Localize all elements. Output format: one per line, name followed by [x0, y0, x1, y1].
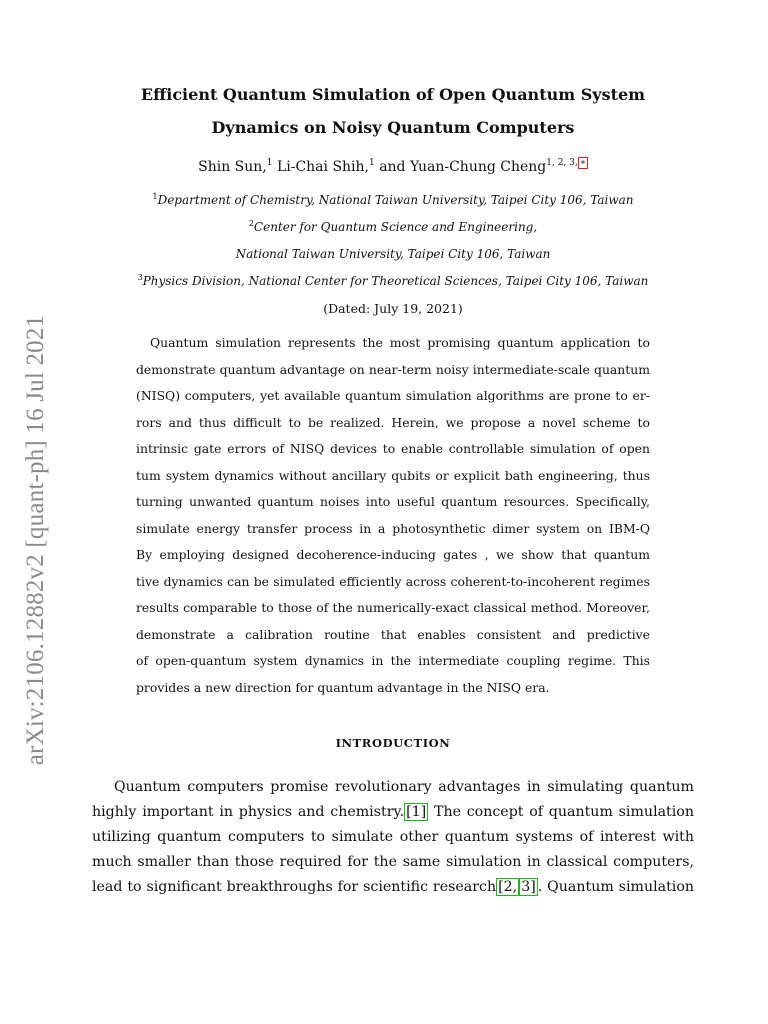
title-line-2: Dynamics on Noisy Quantum Computers [211, 118, 575, 137]
abstract [136, 330, 650, 701]
citation-link[interactable]: [1] [406, 804, 427, 820]
body-line [92, 875, 694, 900]
abstract-line: Quantum simulation represents the most promising quantum application to [150, 335, 650, 350]
author-name: and Yuan-Chung Cheng [379, 159, 547, 175]
affiliation-number: 3 [137, 273, 143, 282]
body-line [92, 800, 694, 825]
body-line: utilizing quantum computers to simulate other quantum systems of interest with [92, 829, 694, 845]
body-line: much smaller than those required for the same simulation in classical computers, [92, 854, 694, 870]
author-name: Li-Chai Shih, [276, 159, 369, 175]
author-name: Shin Sun, [198, 159, 267, 175]
affiliation-number: 1 [152, 192, 158, 201]
title-line-1: Efficient Quantum Simulation of Open Quantum System [140, 85, 646, 104]
citation-link[interactable]: [2, [498, 879, 518, 895]
abstract-line: of open-quantum system dynamics in the intermediate coupling regime. This [136, 653, 650, 668]
affiliation-text: Physics Division, National Center for Theoretical Sciences, Taipei City 106, Taiwan [142, 274, 649, 288]
abstract-line: simulate energy transfer process in a photosynthetic dimer system on IBM-Q [136, 520, 650, 536]
citation-link[interactable]: 3] [521, 879, 536, 895]
affiliation-text: Department of Chemistry, National Taiwan University, Taipei City 106, Taiwan [157, 193, 634, 207]
body-text-span: lead to significant breakthroughs for scientific research [92, 879, 497, 895]
affiliation-1 [90, 191, 696, 209]
affiliation-number: 2 [248, 219, 254, 228]
abstract-line: intrinsic gate errors of NISQ devices to enable controllable simulation of open [136, 441, 650, 456]
introduction-paragraph [92, 775, 694, 900]
date-line: (Dated: July 19, 2021) [323, 301, 463, 316]
abstract-line: tive dynamics can be simulated efficiently across coherent-to-incoherent regimes [136, 573, 650, 589]
abstract-line: demonstrate quantum advantage on near-term noisy intermediate-scale quantum [136, 361, 650, 377]
abstract-line: turning unwanted quantum noises into useful quantum resources. Specifically, [136, 494, 650, 509]
paper-title [90, 78, 696, 144]
affiliation-mark: 1, 2, 3, [546, 158, 578, 168]
abstract-line: provides a new direction for quantum advantage in the NISQ era. [136, 679, 550, 695]
abstract-line: rors and thus difficult to be realized. Herein, we propose a novel scheme to [136, 414, 650, 430]
corresponding-author-footnote-link[interactable]: ∗ [579, 158, 586, 168]
affiliation-mark: 1 [369, 158, 375, 168]
abstract-line: By employing designed decoherence-inducing gates , we show that quantum [136, 547, 650, 562]
body-text-span: highly important in physics and chemistry. [92, 804, 405, 820]
abstract-line: results comparable to those of the numerically-exact classical method. Moreover, [136, 600, 650, 615]
affiliation-mark: 1 [266, 158, 273, 168]
section-heading-introduction: INTRODUCTION [335, 736, 451, 750]
affiliation-3 [90, 272, 696, 290]
affiliation-2 [90, 218, 696, 236]
body-text-span: . Quantum simulation [537, 879, 694, 895]
author-list [90, 156, 696, 178]
abstract-line: (NISQ) computers, yet available quantum simulation algorithms are prone to er- [136, 388, 650, 403]
body-text-span: The concept of quantum simulation [433, 804, 694, 820]
abstract-line: demonstrate a calibration routine that enables consistent and predictive [136, 626, 650, 642]
affiliation-2-continued: National Taiwan University, Taipei City 106, Taiwan [235, 247, 551, 261]
abstract-line: tum system dynamics without ancillary qubits or explicit bath engineering, thus [136, 467, 650, 483]
body-line: Quantum computers promise revolutionary advantages in simulating quantum [114, 779, 694, 795]
arxiv-identifier-stamp[interactable]: arXiv:2106.12882v2 [quant-ph] 16 Jul 2021 [22, 314, 49, 766]
affiliation-text: Center for Quantum Science and Engineering, [253, 220, 538, 234]
